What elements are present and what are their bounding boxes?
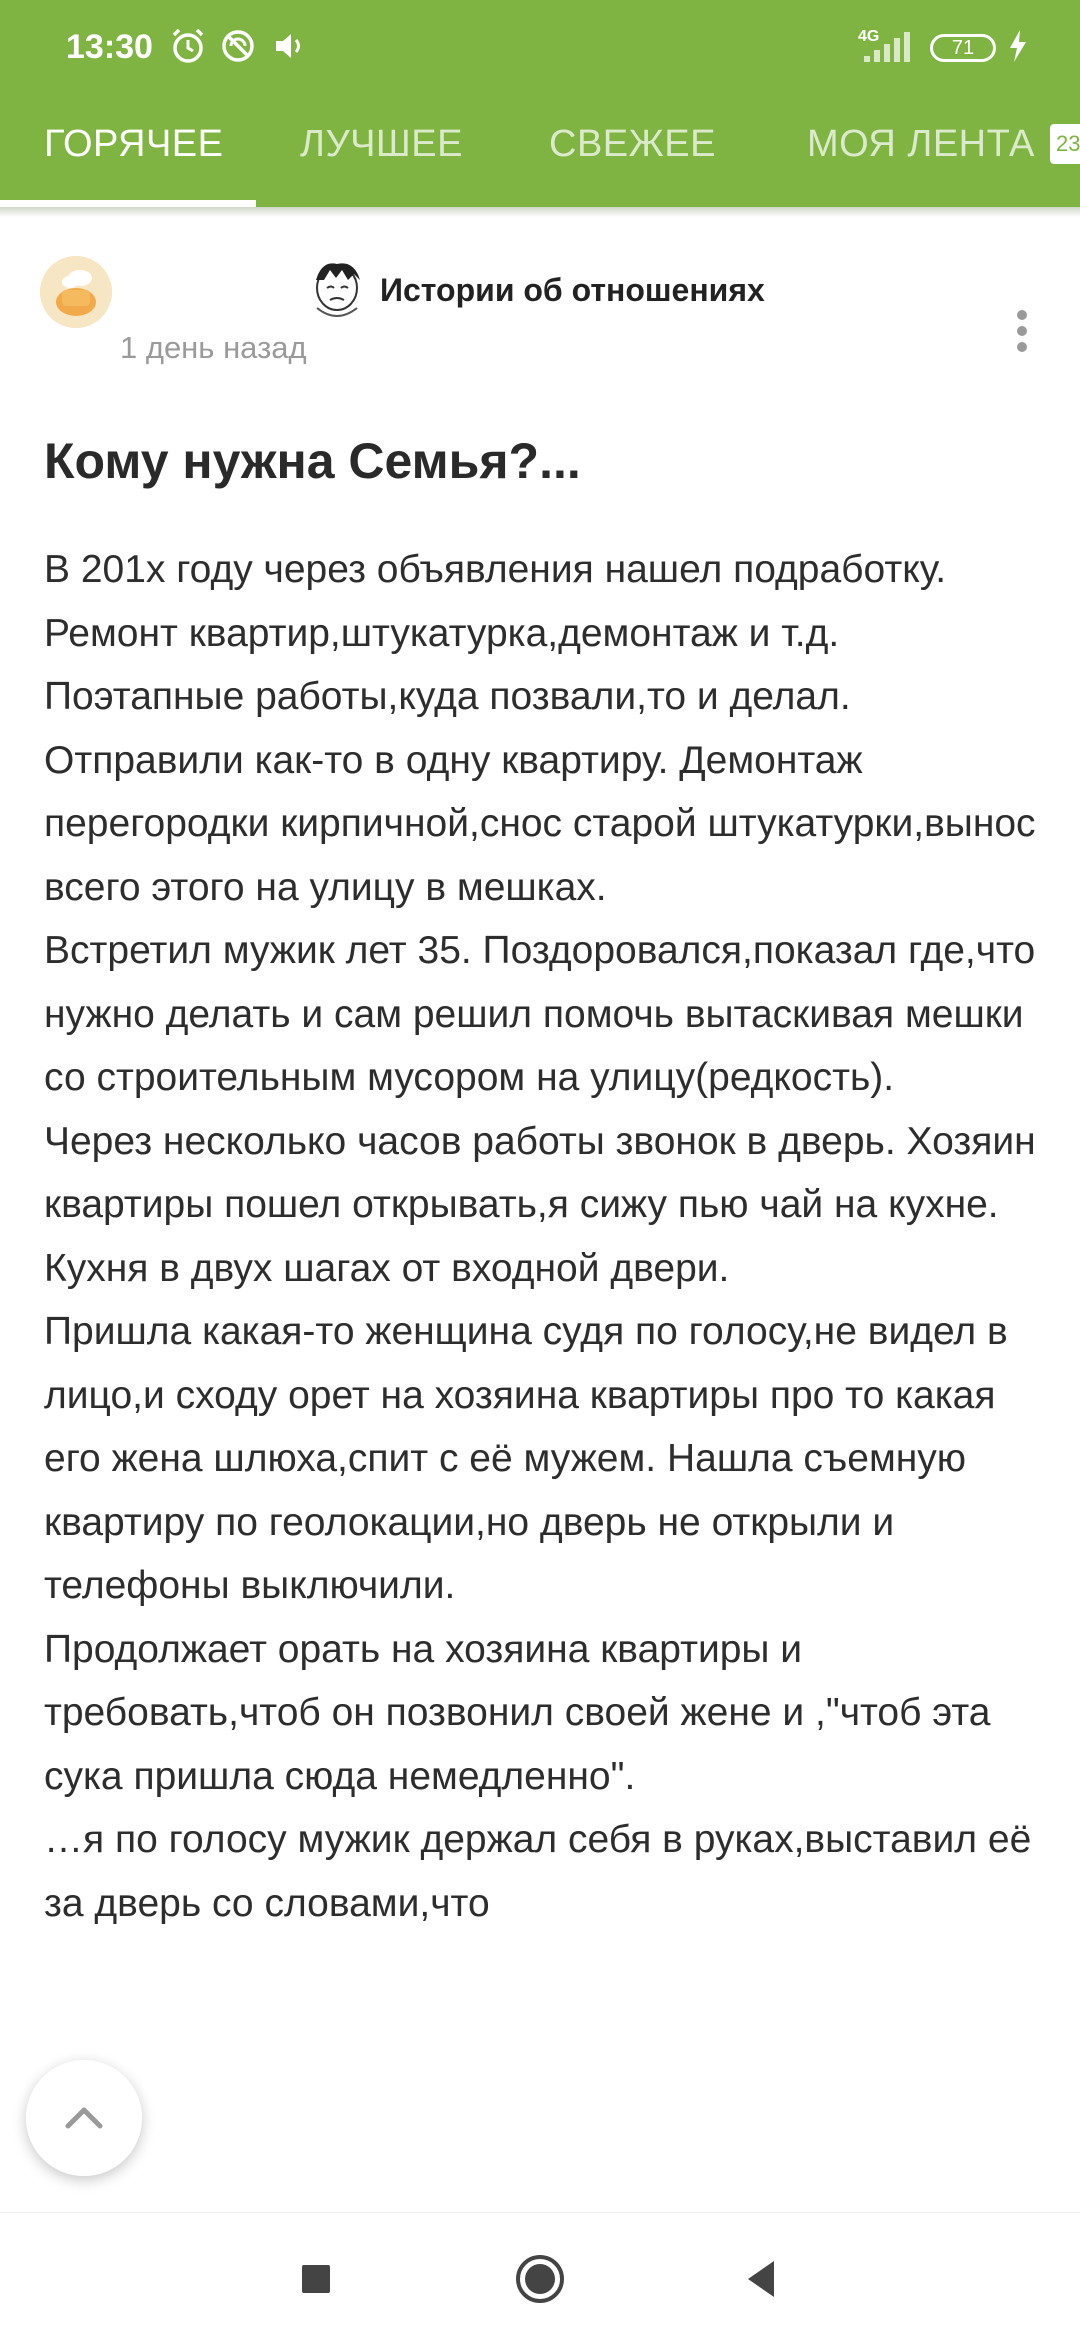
network-type: 4G	[858, 28, 880, 45]
author-avatar[interactable]	[40, 256, 112, 328]
post-paragraph: Встретил мужик лет 35. Поздоровался,показал где,что нужно делать и сам решил помочь вытаскивая мешки со строительным мусором на улицу(редкость).	[44, 929, 1036, 1099]
status-bar	[0, 0, 1080, 96]
more-options-icon[interactable]	[1006, 306, 1038, 356]
avatar-image	[40, 256, 112, 328]
system-nav-bar	[0, 2212, 1080, 2341]
community-icon[interactable]	[302, 258, 372, 322]
app-header	[0, 0, 1080, 207]
signal-icon	[856, 26, 916, 66]
chevron-up-icon	[26, 2060, 142, 2176]
recents-button[interactable]	[284, 2247, 348, 2311]
tab-best[interactable]: ЛУЧШЕЕ	[300, 123, 463, 165]
tab-count-badge: 23	[1050, 124, 1080, 164]
community-name[interactable]: Истории об отношениях	[380, 272, 765, 308]
home-button[interactable]	[508, 2247, 572, 2311]
tab-my-feed[interactable]: МОЯ ЛЕНТА	[807, 123, 1035, 165]
back-button[interactable]	[730, 2247, 794, 2311]
volume-icon	[270, 26, 310, 66]
post-paragraph: Через несколько часов работы звонок в дверь. Хозяин квартиры пошел открывать,я сижу пью чай на кухне. Кухня в двух шагах от входной двери.	[44, 1119, 1036, 1290]
post-paragraph: Поэтапные работы,куда позвали,то и делал.	[44, 675, 851, 718]
do-not-disturb-icon	[218, 26, 258, 66]
post-paragraph: Продолжает орать на хозяина квартиры и требовать,чтоб он позвонил своей жене и ,"чтоб эта сука пришла сюда немедленно".	[44, 1627, 991, 1798]
tab-fresh[interactable]: СВЕЖЕЕ	[549, 123, 716, 165]
post-paragraph: В 201х году через объявления нашел подработку. Ремонт квартир,штукатурка,демонтаж и т.д.	[44, 548, 947, 655]
tab-hot[interactable]: ГОРЯЧЕЕ	[44, 123, 224, 165]
post-time: 1 день назад	[120, 330, 307, 365]
battery-icon: 71	[930, 34, 996, 62]
header-shadow	[0, 207, 1080, 217]
post-paragraph: …я по голосу мужик держал себя в руках,выставил её за дверь со словами,что	[44, 1818, 1032, 1925]
feed-tabs	[0, 96, 1080, 207]
active-tab-indicator	[0, 200, 256, 207]
post-body	[44, 538, 1044, 1935]
post-paragraph: Отправили как-то в одну квартиру. Демонтаж перегородки кирпичной,снос старой штукатурки,вынос всего этого на улицу в мешках.	[44, 738, 1036, 909]
alarm-icon	[168, 26, 208, 66]
post-title[interactable]: Кому нужна Семья?...	[44, 433, 581, 489]
post-paragraph: Пришла какая-то женщина судя по голосу,не видел в лицо,и сходу орет на хозяина квартиры про то какая его жена шлюха,спит с её мужем. Нашла съемную квартиру по геолокации,но дверь не открыли и телефоны выключили.	[44, 1310, 1008, 1607]
charging-icon	[1004, 26, 1032, 66]
status-time: 13:30	[66, 28, 153, 66]
scroll-to-top-button[interactable]	[26, 2060, 142, 2176]
